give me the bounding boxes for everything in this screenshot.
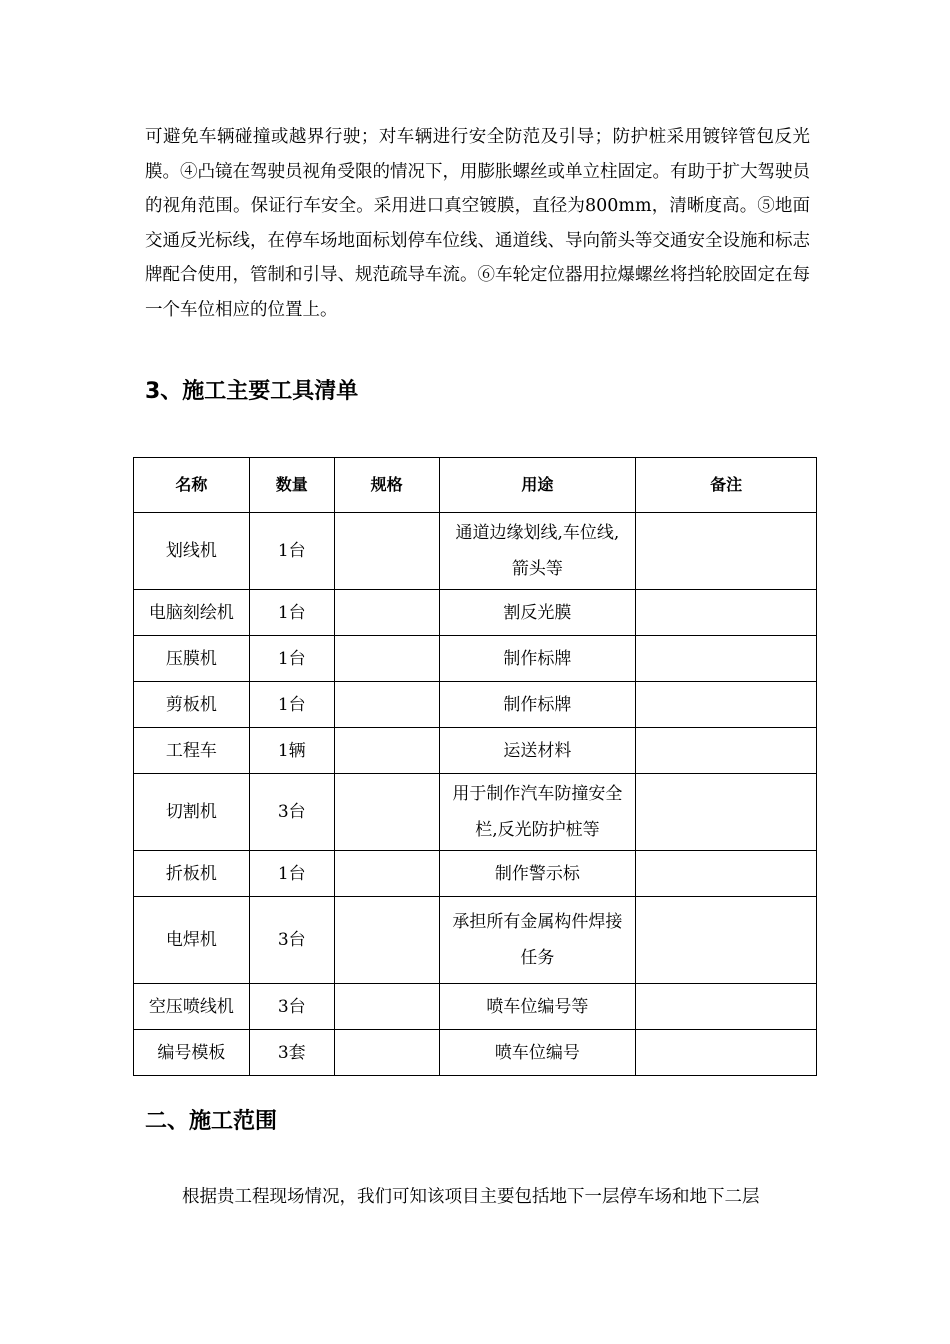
cell-note (636, 513, 817, 590)
header-note: 备注 (636, 458, 817, 513)
cell-quantity: 1台 (249, 590, 334, 636)
cell-note (636, 984, 817, 1030)
cell-spec (334, 851, 439, 897)
table-row (134, 590, 817, 636)
cell-spec (334, 897, 439, 984)
cell-spec (334, 774, 439, 851)
cell-quantity: 1台 (249, 682, 334, 728)
table-row (134, 774, 817, 851)
cell-use: 喷车位编号等 (439, 984, 636, 1030)
cell-quantity: 3台 (249, 774, 334, 851)
header-quantity: 数量 (249, 458, 334, 513)
table-row (134, 728, 817, 774)
cell-quantity: 3套 (249, 1030, 334, 1076)
cell-note (636, 590, 817, 636)
cell-spec (334, 1030, 439, 1076)
cell-use: 制作标牌 (439, 682, 636, 728)
cell-quantity: 1辆 (249, 728, 334, 774)
cell-note (636, 851, 817, 897)
cell-note (636, 1030, 817, 1076)
cell-use (439, 513, 636, 590)
cell-use-line: 用于制作汽车防撞安全 (452, 784, 623, 804)
cell-name: 空压喷线机 (134, 984, 250, 1030)
cell-use (439, 897, 636, 984)
cell-quantity: 1台 (249, 636, 334, 682)
cell-use: 喷车位编号 (439, 1030, 636, 1076)
table-row (134, 984, 817, 1030)
cell-note (636, 636, 817, 682)
cell-spec (334, 513, 439, 590)
cell-name: 切割机 (134, 774, 250, 851)
header-name: 名称 (134, 458, 250, 513)
cell-note (636, 897, 817, 984)
section-3-title: 3、施工主要工具清单 (145, 379, 359, 404)
cell-use-line: 通道边缘划线,车位线, (455, 523, 620, 543)
table-row (134, 897, 817, 984)
intro-paragraph: 可避免车辆碰撞或越界行驶；对车辆进行安全防范及引导；防护桩采用镀锌管包反光膜。④凸镜在驾驶员视角受限的情况下，用膨胀螺丝或单立柱固定。有助于扩大驾驶员的视角范围。保证行车安全。采用进口真空镀膜，直径为800mm，清晰度高。⑤地面交通反光标线，在停车场地面标划停车位线、通道线、导向箭头等交通安全设施和标志牌配合使用，管制和引导、规范疏导车流。⑥车轮定位器用拉爆螺丝将挡轮胶固定在每一个车位相应的位置上。 (145, 127, 810, 320)
cell-spec (334, 984, 439, 1030)
cell-quantity: 1台 (249, 513, 334, 590)
cell-use-line: 任务 (520, 948, 555, 968)
cell-name: 编号模板 (134, 1030, 250, 1076)
cell-note (636, 682, 817, 728)
scope-paragraph-text: 根据贵工程现场情况，我们可知该项目主要包括地下一层停车场和地下二层 (182, 1187, 760, 1207)
cell-name: 工程车 (134, 728, 250, 774)
header-spec: 规格 (334, 458, 439, 513)
cell-use: 制作标牌 (439, 636, 636, 682)
cell-name: 电脑刻绘机 (134, 590, 250, 636)
cell-quantity: 1台 (249, 851, 334, 897)
table-header-row (134, 458, 817, 513)
cell-quantity: 3台 (249, 897, 334, 984)
cell-spec (334, 728, 439, 774)
cell-use: 运送材料 (439, 728, 636, 774)
cell-quantity: 3台 (249, 984, 334, 1030)
table-row (134, 513, 817, 590)
cell-name: 压膜机 (134, 636, 250, 682)
cell-name: 折板机 (134, 851, 250, 897)
scope-paragraph (145, 1180, 815, 1215)
section-2-title: 二、施工范围 (145, 1109, 278, 1134)
table-row (134, 1030, 817, 1076)
cell-use-line: 栏,反光防护桩等 (475, 820, 600, 840)
cell-use-line: 箭头等 (511, 559, 563, 579)
cell-spec (334, 682, 439, 728)
header-use: 用途 (439, 458, 636, 513)
cell-use: 割反光膜 (439, 590, 636, 636)
cell-use-line: 承担所有金属构件焊接 (452, 912, 623, 932)
table-row (134, 851, 817, 897)
cell-use (439, 774, 636, 851)
cell-note (636, 774, 817, 851)
cell-spec (334, 636, 439, 682)
table-row (134, 682, 817, 728)
cell-spec (334, 590, 439, 636)
cell-use: 制作警示标 (439, 851, 636, 897)
cell-note (636, 728, 817, 774)
cell-name: 划线机 (134, 513, 250, 590)
table-row (134, 636, 817, 682)
tools-table (133, 457, 817, 1076)
cell-name: 电焊机 (134, 897, 250, 984)
cell-name: 剪板机 (134, 682, 250, 728)
